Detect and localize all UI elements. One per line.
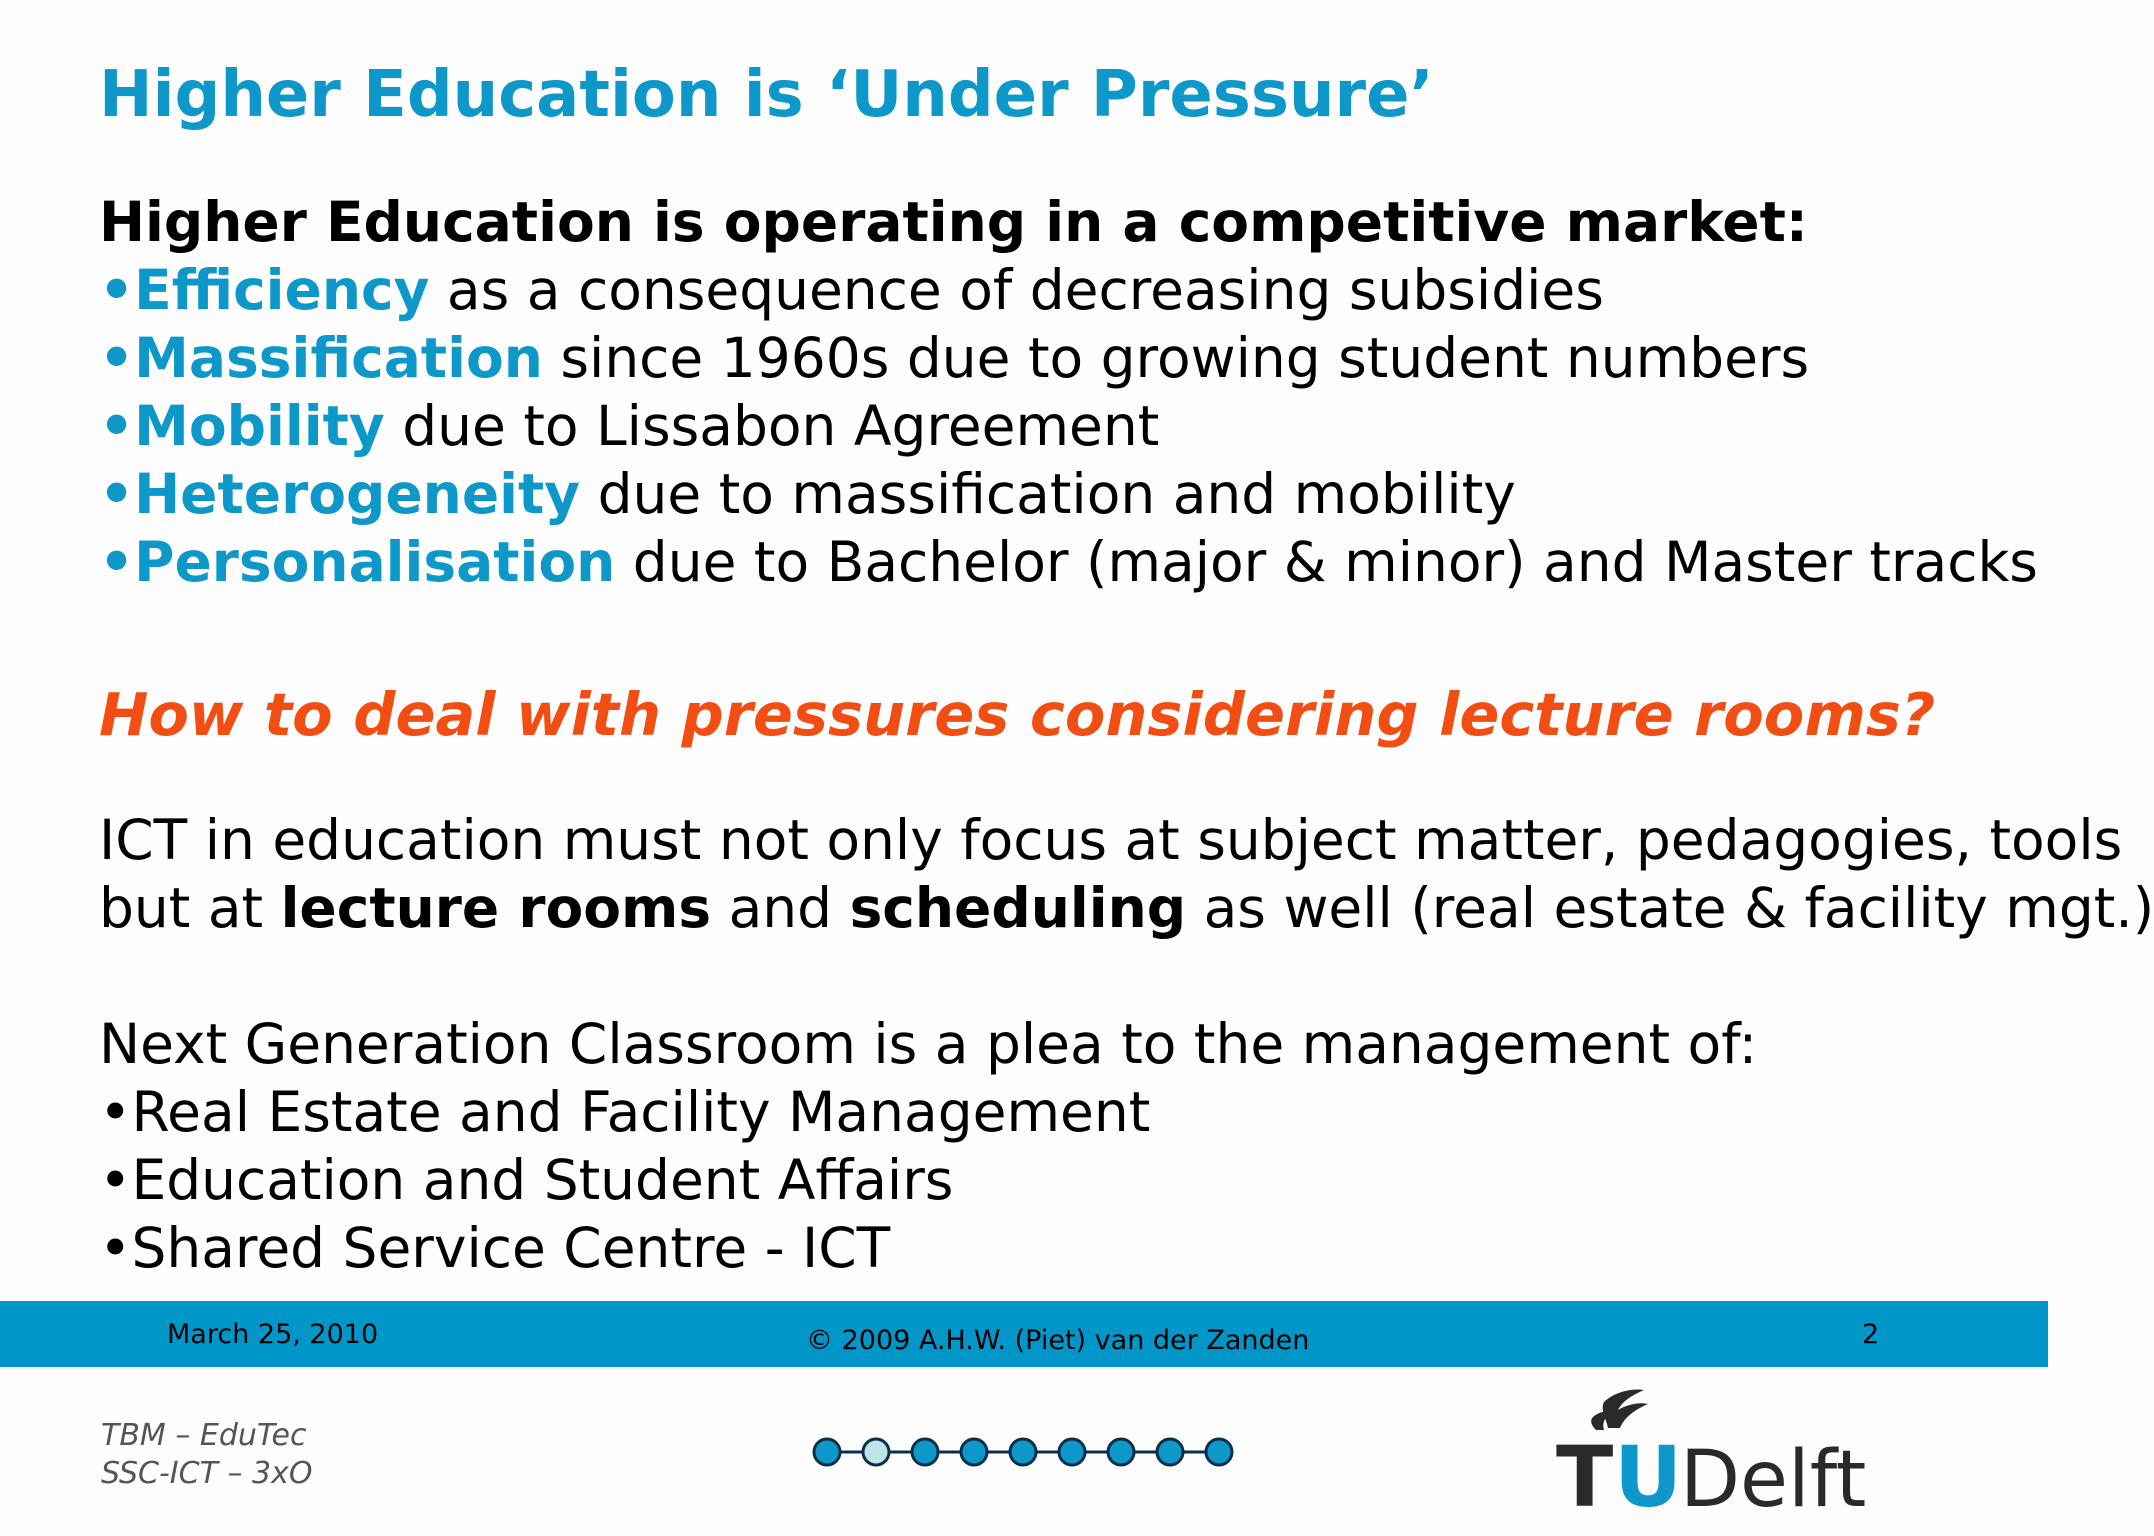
tudelft-logo [1552, 1384, 1892, 1524]
footer-date: March 25, 2010 [167, 1319, 379, 1350]
ngc-lead: Next Generation Classroom is a plea to the management of: [99, 1012, 1758, 1076]
bullet-text: due to massification and mobility [580, 462, 1516, 526]
bullet-text: due to Lissabon Agreement [384, 394, 1160, 458]
progress-dot-current [863, 1439, 889, 1465]
bullet-keyword: Mobility [134, 394, 385, 458]
ict-text: but at [99, 876, 281, 940]
ict-emphasis: lecture rooms [280, 876, 712, 940]
bullet-prefix: • [99, 462, 135, 526]
ngc-item: •Shared Service Centre - ICT [99, 1216, 891, 1280]
progress-dot [1108, 1439, 1134, 1465]
page-number: 2 [1862, 1319, 1880, 1350]
bullet-keyword: Personalisation [134, 530, 616, 594]
bullet-prefix: • [99, 394, 135, 458]
flame-icon [1591, 1390, 1648, 1431]
progress-dot [814, 1439, 840, 1465]
question-heading: How to deal with pressures considering lecture rooms? [99, 680, 1936, 749]
footer-copyright: © 2009 A.H.W. (Piet) van der Zanden [806, 1325, 1310, 1356]
bullet-keyword: Heterogeneity [134, 462, 581, 526]
slide-progress-dots [812, 1432, 1234, 1472]
intro-lead: Higher Education is operating in a competitive market: [99, 190, 1808, 254]
ngc-item: •Real Estate and Facility Management [99, 1080, 1151, 1144]
ict-line-2 [99, 874, 2154, 942]
ngc-block [99, 1010, 1757, 1282]
progress-dot [1206, 1439, 1232, 1465]
ict-emphasis: scheduling [849, 876, 1187, 940]
progress-dot [1157, 1439, 1183, 1465]
bullet-item [99, 324, 2038, 392]
ict-line-1: ICT in education must not only focus at subject matter, pedagogies, tools [99, 808, 2123, 872]
bullet-prefix: • [99, 530, 135, 594]
progress-dot [961, 1439, 987, 1465]
bullet-text: as a consequence of decreasing subsidies [429, 258, 1604, 322]
progress-dot [912, 1439, 938, 1465]
logo-t: T [1556, 1428, 1614, 1526]
ngc-item: •Education and Student Affairs [99, 1148, 954, 1212]
bullet-keyword: Efficiency [134, 258, 430, 322]
bullet-item [99, 392, 2038, 460]
bullet-prefix: • [99, 326, 135, 390]
logo-delft: Delft [1680, 1435, 1867, 1525]
bullet-prefix: • [99, 258, 135, 322]
bullet-text: due to Bachelor (major & minor) and Master tracks [615, 530, 2038, 594]
logo-u: U [1614, 1428, 1683, 1526]
bullet-item [99, 528, 2038, 596]
ict-text: and [711, 876, 850, 940]
org-line-1: TBM – EduTec [101, 1418, 307, 1453]
ict-paragraph [99, 806, 2154, 942]
bullet-item [99, 460, 2038, 528]
slide-title: Higher Education is ‘Under Pressure’ [99, 58, 1434, 132]
intro-block [99, 188, 2038, 596]
ict-text: as well (real estate & facility mgt.) [1186, 876, 2154, 940]
progress-dot [1010, 1439, 1036, 1465]
bullet-item [99, 256, 2038, 324]
bullet-keyword: Massification [134, 326, 543, 390]
org-line-2: SSC-ICT – 3xO [101, 1456, 313, 1491]
progress-dot [1059, 1439, 1085, 1465]
bullet-text: since 1960s due to growing student numbers [542, 326, 1810, 390]
